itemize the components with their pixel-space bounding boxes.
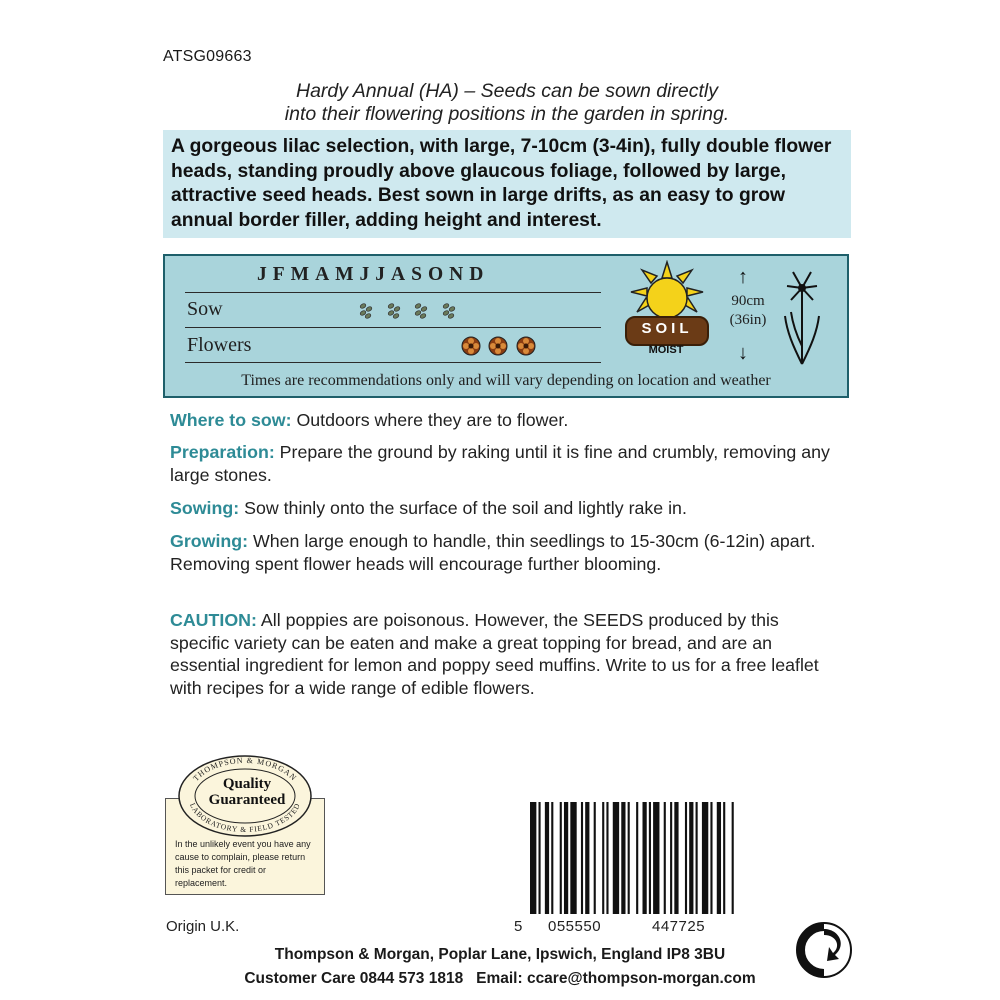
barcode-digit-2: 055550	[548, 918, 602, 935]
barcode-bar	[685, 802, 687, 914]
caution	[170, 609, 842, 699]
growing-heading: Growing:	[170, 531, 249, 551]
barcode	[530, 802, 738, 914]
barcode-bar	[674, 802, 678, 914]
barcode-digit-1: 5	[514, 918, 523, 935]
sow-seed-mark	[358, 301, 374, 319]
flower-mark	[461, 336, 481, 356]
seal-arc-bottom: LABORATORY & FIELD TESTED	[188, 801, 303, 835]
barcode-bar	[560, 802, 562, 914]
barcode-bar	[594, 802, 596, 914]
footer-address: Thompson & Morgan, Poplar Lane, Ipswich, England IP8 3BU	[274, 946, 726, 963]
footer-contact: Customer Care 0844 573 1818 Email: ccare@thompson-morgan.com	[244, 970, 756, 987]
barcode-bar	[585, 802, 589, 914]
calendar-divider	[185, 362, 601, 363]
barcode-digit-3: 447725	[652, 918, 706, 935]
arrow-up-icon: ↑	[738, 266, 748, 288]
barcode-bar	[581, 802, 583, 914]
height-cm: 90cm	[731, 293, 765, 309]
sowing-calendar	[163, 254, 849, 398]
where-to-sow-heading: Where to sow:	[170, 410, 292, 430]
barcode-bar	[670, 802, 672, 914]
product-code: ATSG09663	[163, 48, 252, 65]
sowing-text: Sow thinly onto the surface of the soil and lightly rake in.	[239, 498, 687, 518]
barcode-bar	[538, 802, 540, 914]
growing	[170, 530, 842, 575]
barcode-bar	[545, 802, 549, 914]
barcode-bar	[696, 802, 698, 914]
calendar-months: JFMAMJJASOND	[257, 264, 490, 285]
calendar-divider	[185, 327, 601, 328]
guarantee-text: In the unlikely event you have any cause to complain, please return this packet for credit or replacement.	[175, 839, 311, 888]
hardy-annual-note	[163, 80, 851, 126]
barcode-bar	[689, 802, 693, 914]
barcode-bar	[551, 802, 553, 914]
flower-mark	[516, 336, 536, 356]
barcode-bar	[732, 802, 734, 914]
barcode-bar	[570, 802, 576, 914]
soil-badge	[625, 316, 709, 346]
barcode-bar	[649, 802, 651, 914]
barcode-bar	[717, 802, 721, 914]
seal-center	[207, 776, 287, 808]
plant-icon	[779, 266, 825, 366]
where-to-sow	[170, 409, 842, 432]
barcode-bar	[653, 802, 659, 914]
seal-arc-top: THOMPSON & MORGAN	[191, 755, 299, 783]
soil-type: MOIST	[648, 344, 684, 356]
sow-seed-mark	[386, 301, 402, 319]
barcode-bar	[710, 802, 712, 914]
quality-guarantee	[165, 755, 325, 895]
seal-guaranteed: Guaranteed	[208, 792, 286, 808]
caution-text: All poppies are poisonous. However, the SEEDS produced by this specific variety can be eaten and make a great topping for bread, and are an essential ingredient for lemon and poppy seed muffins. Write to us for a free leaflet with recipes for a wide range of edible flowers.	[170, 610, 819, 698]
barcode-bar	[530, 802, 536, 914]
sowing-heading: Sowing:	[170, 498, 240, 518]
flower-mark	[488, 336, 508, 356]
sow-seed-mark	[441, 301, 457, 319]
preparation-text: Prepare the ground by raking until it is fine and crumbly, removing any large stones.	[170, 442, 830, 485]
where-to-sow-text: Outdoors where they are to flower.	[291, 410, 569, 430]
calendar-note: Times are recommendations only and will vary depending on location and weather	[241, 372, 771, 389]
origin: Origin U.K.	[166, 918, 240, 935]
sow-seed-mark	[413, 301, 429, 319]
barcode-bar	[564, 802, 568, 914]
description-box: A gorgeous lilac selection, with large, 7-10cm (3-4in), fully double flower heads, standing proudly above glaucous foliage, followed by large, attractive seed heads. Best sown in large drifts, as an easy to grow annual border filler, adding height and interest.	[163, 130, 851, 238]
barcode-bar	[664, 802, 666, 914]
plant-height	[723, 292, 773, 330]
barcode-bar	[628, 802, 630, 914]
sow-row-label: Sow	[187, 298, 223, 320]
barcode-bar	[642, 802, 646, 914]
preparation-heading: Preparation:	[170, 442, 275, 462]
barcode-bar	[621, 802, 625, 914]
arrow-down-icon: ↓	[738, 342, 748, 364]
barcode-bar	[613, 802, 619, 914]
flowers-row-label: Flowers	[187, 334, 252, 356]
sowing	[170, 497, 842, 520]
barcode-bar	[702, 802, 708, 914]
barcode-bar	[636, 802, 638, 914]
caution-heading: CAUTION:	[170, 610, 257, 630]
seal-quality: Quality	[222, 776, 272, 792]
hardy-line-1: Hardy Annual (HA) – Seeds can be sown directly	[296, 80, 718, 102]
preparation	[170, 441, 842, 486]
soil-label: SOIL	[641, 320, 693, 337]
calendar-divider	[185, 292, 601, 293]
growing-text: When large enough to handle, thin seedlings to 15-30cm (6-12in) apart. Removing spent flower heads will encourage further blooming.	[170, 531, 816, 574]
height-in: (36in)	[729, 312, 767, 328]
barcode-bar	[602, 802, 604, 914]
barcode-bar	[606, 802, 608, 914]
barcode-bar	[723, 802, 725, 914]
hardy-line-2: into their flowering positions in the garden in spring.	[284, 103, 730, 125]
